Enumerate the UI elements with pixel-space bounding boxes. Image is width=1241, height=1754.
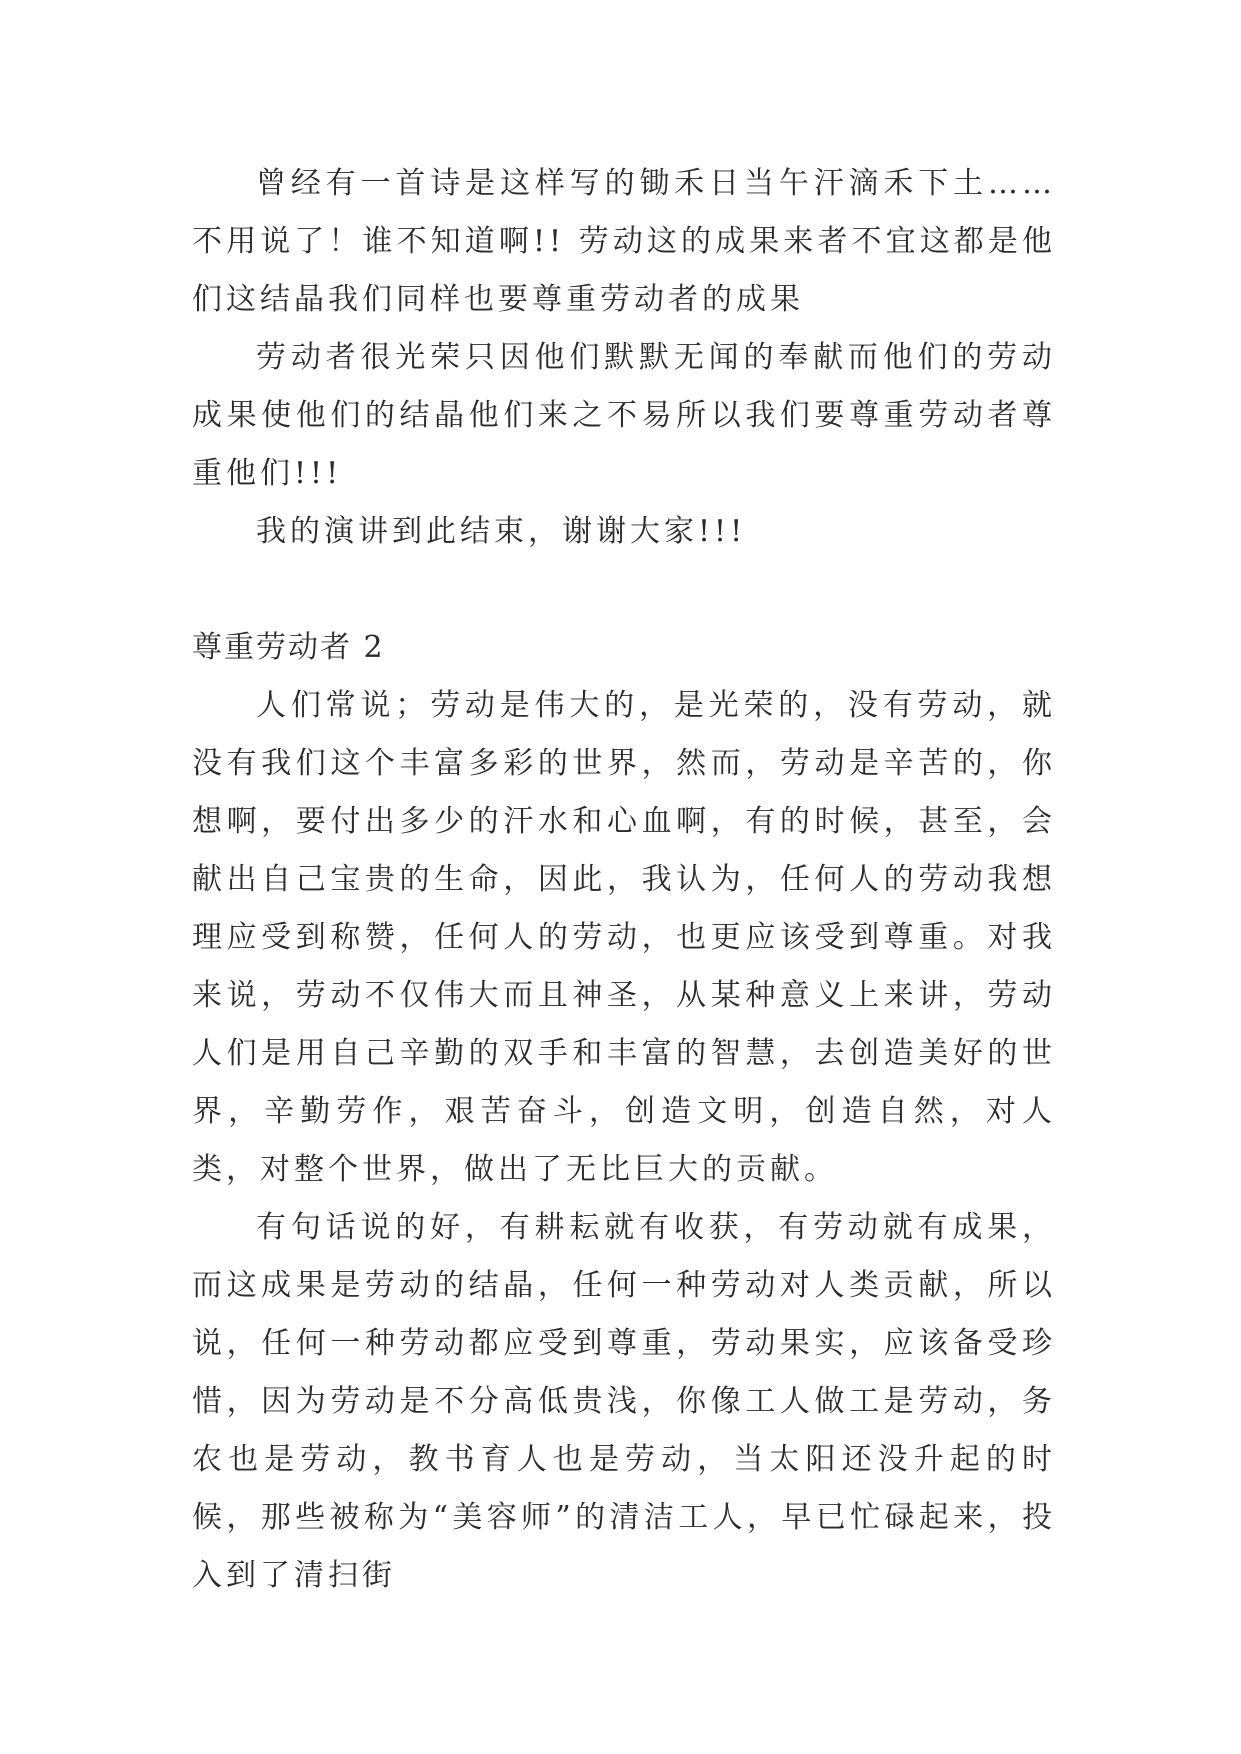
paragraph-harvest: 有句话说的好，有耕耘就有收获，有劳动就有成果，而这成果是劳动的结晶，任何一种劳动对人类贡献，所以说，任何一种劳动都应受到尊重，劳动果实，应该备受珍惜，因为劳动是不分高低贵浅，你像工人做工是劳动，务农也是劳动，教书育人也是劳动，当太阳还没升起的时候，那些被称为“美容师”的清洁工人，早已忙碌起来，投入到了清扫街 — [192, 1210, 1056, 1593]
section-spacer — [192, 561, 1056, 619]
paragraph-poem: 曾经有一首诗是这样写的锄禾日当午汗滴禾下土……不用说了！谁不知道啊!! 劳动这的成果来者不宜这都是他们这结晶我们同样也要尊重劳动者的成果 — [192, 166, 1056, 317]
paragraph-laborers-glory: 劳动者很光荣只因他们默默无闻的奉献而他们的劳动成果使他们的结晶他们来之不易所以我们要尊重劳动者尊重他们!!! — [192, 340, 1056, 491]
document-body — [192, 155, 1056, 1605]
section-heading: 尊重劳动者 2 — [192, 630, 385, 665]
paragraph-labor-is-great: 人们常说；劳动是伟大的，是光荣的，没有劳动，就没有我们这个丰富多彩的世界，然而，劳动是辛苦的，你想啊，要付出多少的汗水和心血啊，有的时候，甚至，会献出自己宝贵的生命，因此，我认为，任何人的劳动我想理应受到称赞，任何人的劳动，也更应该受到尊重。对我来说，劳动不仅伟大而且神圣，从某种意义上来讲，劳动人们是用自己辛勤的双手和丰富的智慧，去创造美好的世界，辛勤劳作，艰苦奋斗，创造文明，创造自然，对人类，对整个世界，做出了无比巨大的贡献。 — [192, 688, 1056, 1187]
paragraph-closing: 我的演讲到此结束，谢谢大家!!! — [256, 514, 747, 549]
